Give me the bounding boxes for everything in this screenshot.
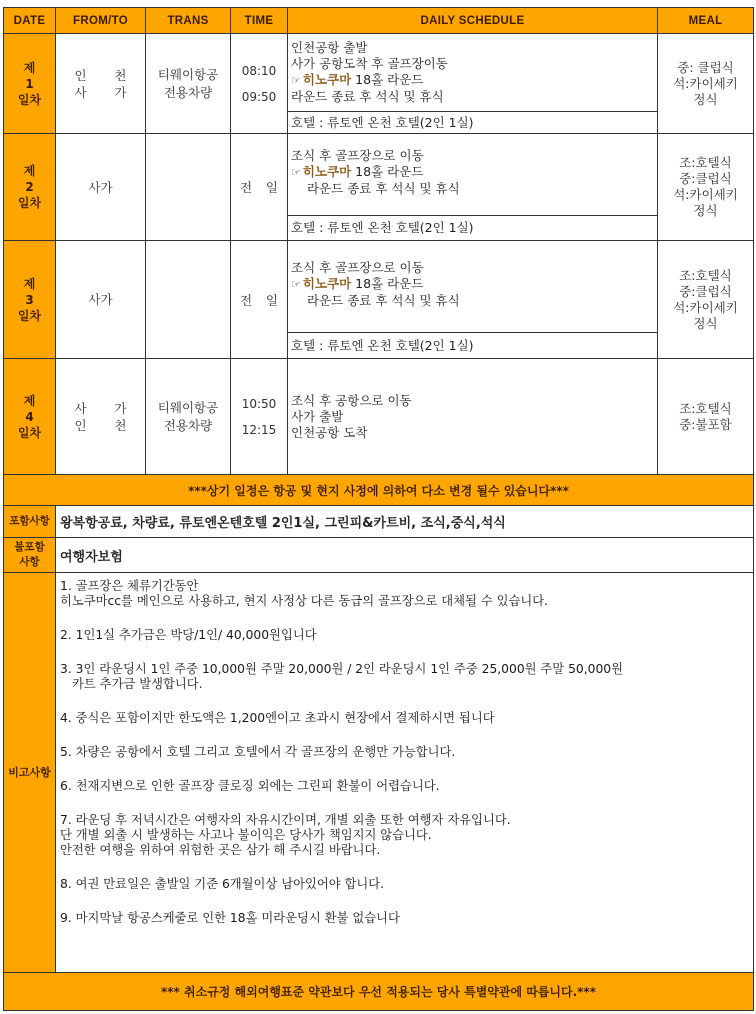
- remark-item-2: [60, 628, 749, 643]
- trans-cell: [146, 359, 231, 475]
- round-info: 18홀 라운드: [351, 72, 424, 87]
- time-arrival: 09:50: [241, 89, 277, 104]
- meal-line: 중:클럽식: [679, 283, 732, 299]
- schedule-line-course: [291, 72, 654, 89]
- trans-cell: [146, 34, 231, 134]
- schedule-line: 사가 공항도착 후 골프장이동: [291, 56, 448, 71]
- meal-line: 정식: [693, 91, 718, 107]
- meal-line: 중: 클럽식: [677, 59, 734, 75]
- from-to-cell: 사가: [56, 241, 146, 359]
- day-label: [4, 359, 56, 475]
- time-departure: 10:50: [241, 396, 277, 411]
- meal-line: 중:클럽식: [679, 171, 732, 186]
- time-cell: [231, 359, 288, 475]
- day-label-number: 4: [25, 409, 34, 424]
- time-cell: [231, 241, 288, 359]
- meal-line: 조:호텔식: [679, 155, 732, 170]
- pointing-hand-icon: ☞: [291, 166, 301, 179]
- from-char: 사: [74, 400, 87, 416]
- remark-item-1: [60, 579, 749, 609]
- from-char: 천: [114, 67, 127, 83]
- day-row-3: [4, 241, 754, 359]
- remark-line: 1. 골프장은 체류기간동안: [60, 579, 199, 593]
- meal-line: 정식: [693, 315, 718, 331]
- time-arrival: 12:15: [241, 422, 277, 437]
- hotel-info: 호텔 : 류토엔 온천 호텔(2인 1실): [288, 215, 657, 240]
- included-row: [4, 506, 754, 538]
- remark-line: 카트 추가금 발생합니다.: [72, 677, 203, 691]
- schedule-line: 사가 출발: [291, 408, 344, 424]
- schedule-cell: [288, 359, 658, 475]
- to-char: 천: [114, 417, 127, 433]
- day-label-prefix: 제: [23, 164, 36, 178]
- day-label-suffix: 일차: [17, 196, 42, 210]
- remark-line: 8. 여권 만료일은 출발일 기준 6개월이상 남아있어야 합니다.: [60, 877, 385, 891]
- schedule-line-course: [291, 164, 654, 181]
- excluded-label-line: 불포함: [14, 541, 45, 553]
- to-char: 가: [114, 84, 127, 100]
- from-to-cell: 사가: [56, 134, 146, 241]
- schedule-notice-row: [4, 475, 754, 506]
- day-row-2: [4, 134, 754, 241]
- time-cell: [231, 134, 288, 241]
- day-label: [4, 34, 56, 134]
- hotel-info: 호텔 : 류토엔 온천 호텔(2인 1실): [288, 111, 657, 133]
- pointing-hand-icon: ☞: [291, 278, 301, 291]
- golf-course-name: 히노쿠마: [302, 276, 352, 291]
- schedule-text: [288, 134, 657, 215]
- from-char: 인: [74, 67, 87, 83]
- schedule-line: 인천공항 도착: [291, 424, 368, 440]
- meal-cell: [658, 134, 754, 241]
- remark-line: 4. 중식은 포함이지만 한도액은 1,200엔이고 초과시 현장에서 결제하시면 됩니다: [60, 711, 495, 725]
- meal-cell: [658, 359, 754, 475]
- itinerary-sheet: [3, 7, 753, 1011]
- schedule-line: 라운드 종료 후 석식 및 휴식: [307, 293, 460, 308]
- schedule-line: 인천공항 출발: [291, 40, 368, 55]
- schedule-cell: [288, 134, 658, 241]
- round-info: 18홀 라운드: [351, 164, 424, 179]
- from-to-cell: [56, 359, 146, 475]
- golf-course-name: 히노쿠마: [302, 164, 352, 179]
- day-label-suffix: 일차: [17, 92, 42, 107]
- golf-course-name: 히노쿠마: [302, 72, 352, 87]
- day-label-prefix: 제: [23, 393, 36, 408]
- time-cell: [231, 34, 288, 134]
- included-label: 포함사항: [4, 506, 56, 538]
- col-header-meal: MEAL: [658, 8, 754, 34]
- from-char: 가: [114, 400, 127, 416]
- schedule-line: 조식 후 공항으로 이동: [291, 392, 412, 408]
- excluded-row: [4, 538, 754, 573]
- col-header-from-to: FROM/TO: [56, 8, 146, 34]
- schedule-line: 라운드 종료 후 석식 및 휴식: [307, 181, 460, 196]
- meal-line: 석:카이세키: [673, 299, 738, 315]
- day-label-prefix: 제: [23, 60, 36, 75]
- vehicle: 전용차량: [163, 84, 213, 100]
- all-day-char: 전: [240, 180, 253, 195]
- remark-line: 2. 1인1실 추가금은 박당/1인/ 40,000원입니다: [60, 628, 317, 642]
- remark-line: 9. 마지막날 항공스케줄로 인한 18홀 미라운딩시 환불 없습니다: [60, 911, 400, 925]
- meal-line: 정식: [693, 203, 718, 218]
- remark-line: 단 개별 외출 시 발생하는 사고나 불이익은 당사가 책임지지 않습니다.: [60, 828, 432, 842]
- day-label-number: 2: [25, 180, 34, 194]
- remark-item-3: [60, 662, 749, 692]
- col-header-daily-schedule: DAILY SCHEDULE: [288, 8, 658, 34]
- header-row: [4, 8, 754, 34]
- day-label: [4, 134, 56, 241]
- day-label-number: 3: [25, 292, 34, 307]
- remark-item-9: [60, 911, 749, 926]
- remark-item-4: [60, 711, 749, 726]
- remark-item-6: [60, 779, 749, 794]
- meal-cell: [658, 34, 754, 134]
- remark-line: 3. 3인 라운딩시 1인 주중 10,000원 주말 20,000원 / 2인 라운딩시 1인 주중 25,000원 주말 50,000원: [60, 662, 624, 676]
- hotel-info: 호텔 : 류토엔 온천 호텔(2인 1실): [288, 332, 657, 358]
- schedule-line: 조식 후 골프장으로 이동: [291, 260, 424, 275]
- remark-line: 5. 차량은 공항에서 호텔 그리고 호텔에서 각 골프장의 운행만 가능합니다.: [60, 745, 456, 759]
- remark-item-5: [60, 745, 749, 760]
- day-row-1: [4, 34, 754, 134]
- meal-line: 중:불포함: [679, 416, 732, 432]
- col-header-time: TIME: [231, 8, 288, 34]
- all-day-char: 전: [240, 292, 253, 308]
- remark-line: 7. 라운딩 후 저녁시간은 여행자의 자유시간이며, 개별 외출 또한 여행자 자유입니다.: [60, 813, 511, 827]
- meal-line: 조:호텔식: [679, 267, 732, 283]
- all-day-char: 일: [265, 180, 278, 195]
- day-label-suffix: 일차: [17, 425, 42, 440]
- trans-cell: [146, 241, 231, 359]
- pointing-hand-icon: ☞: [291, 74, 301, 87]
- excluded-label: [4, 538, 56, 573]
- trans-cell: [146, 134, 231, 241]
- airline: 티웨이항공: [157, 399, 219, 415]
- schedule-cell: [288, 34, 658, 134]
- excluded-label-line: 사항: [19, 556, 40, 568]
- meal-line: 조:호텔식: [679, 400, 732, 416]
- day-label-prefix: 제: [23, 276, 36, 291]
- remark-line: 안전한 여행을 위하여 위험한 곳은 삼가 해 주시길 바랍니다.: [60, 843, 381, 857]
- to-char: 인: [74, 417, 87, 433]
- col-header-date: DATE: [4, 8, 56, 34]
- remark-line: 6. 천재지변으로 인한 골프장 클로징 외에는 그린피 환불이 어렵습니다.: [60, 779, 440, 793]
- meal-line: 석:카이세키: [673, 187, 738, 202]
- meal-line: 석:카이세키: [673, 75, 738, 91]
- day-label-suffix: 일차: [17, 308, 42, 323]
- schedule-line-course: [291, 276, 654, 293]
- schedule-text: [288, 241, 657, 332]
- cancel-notice-row: [4, 973, 754, 1011]
- schedule-text: [288, 390, 657, 444]
- meal-cell: [658, 241, 754, 359]
- remark-item-8: [60, 877, 749, 892]
- included-value: 왕복항공료, 차량료, 류토엔온텐호텔 2인1실, 그린피&카트비, 조식,중식,석식: [56, 506, 754, 538]
- remark-item-7: [60, 813, 749, 858]
- remarks-label: 비고사항: [4, 573, 56, 973]
- schedule-cell: [288, 241, 658, 359]
- to-char: 사: [74, 84, 87, 100]
- vehicle: 전용차량: [163, 417, 213, 433]
- all-day-char: 일: [265, 292, 278, 308]
- day-row-4: [4, 359, 754, 475]
- schedule-notice: ***상기 일정은 항공 및 현지 사정에 의하여 다소 변경 될수 있습니다***: [4, 475, 754, 506]
- remarks-list: [56, 573, 754, 973]
- cancel-notice: *** 취소규정 해외여행표준 약관보다 우선 적용되는 당사 특별약관에 따릅니다.***: [4, 973, 754, 1011]
- remark-line: 히노쿠마cc를 메인으로 사용하고, 현지 사정상 다른 동급의 골프장으로 대체될 수 있습니다.: [60, 594, 549, 608]
- day-label: [4, 241, 56, 359]
- round-info: 18홀 라운드: [351, 276, 424, 291]
- itinerary-table: [3, 7, 754, 1011]
- day-label-number: 1: [25, 76, 34, 91]
- airline: 티웨이항공: [157, 66, 219, 82]
- excluded-value: 여행자보험: [56, 538, 754, 573]
- time-departure: 08:10: [241, 63, 277, 78]
- remarks-row: [4, 573, 754, 973]
- schedule-line: 라운드 종료 후 석식 및 휴식: [291, 89, 444, 104]
- col-header-trans: TRANS: [146, 8, 231, 34]
- from-to-cell: [56, 34, 146, 134]
- schedule-line: 조식 후 골프장으로 이동: [291, 148, 424, 163]
- schedule-text: [288, 34, 657, 111]
